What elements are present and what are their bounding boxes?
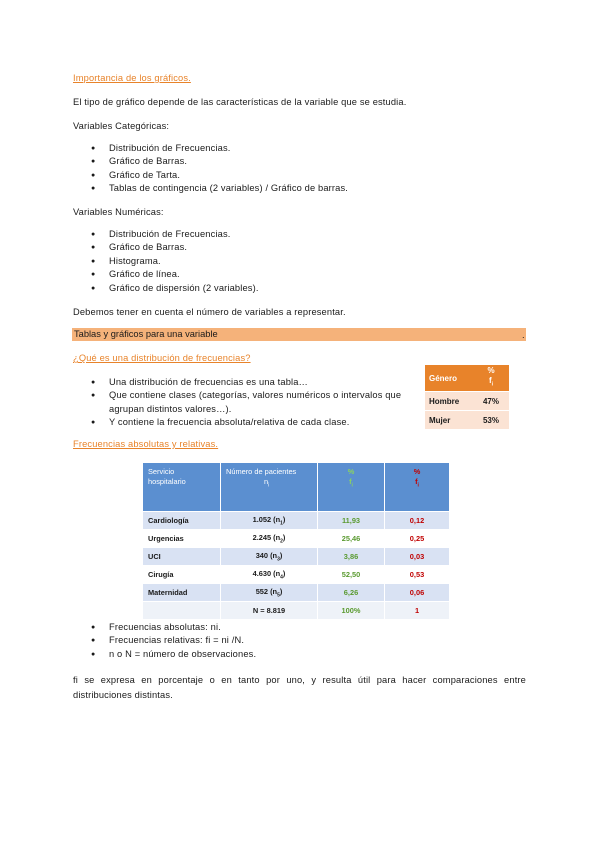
intro-text: El tipo de gráfico depende de las características de la variable que se estudia. bbox=[73, 97, 407, 107]
f-header: % $f_i$ bbox=[385, 463, 450, 512]
list-item: ● Que contiene clases (categorías, valores numéricos o intervalos que bbox=[91, 389, 401, 402]
list-item: ● Distribución de Frecuencias. bbox=[91, 142, 348, 155]
closing-paragraph: fi se expresa en porcentaje o en tanto por uno, y resulta útil para hacer comparaciones entre distribuciones distintas. bbox=[73, 675, 526, 700]
categorical-title: Variables Categóricas: bbox=[73, 121, 170, 131]
service-header: Servicio hospitalario bbox=[143, 463, 221, 512]
table-row: Maternidad 552 $(n_5)$ 6,26 0,06 bbox=[143, 584, 450, 602]
table-row: Hombre 47% bbox=[425, 392, 509, 411]
frequency-list bbox=[91, 621, 256, 661]
table-row: Mujer 53% bbox=[425, 411, 509, 430]
list-item: ● Gráfico de Barras. bbox=[91, 155, 348, 168]
total-row: N = 8.819 100% 1 bbox=[143, 602, 450, 620]
distribution-list bbox=[91, 376, 401, 430]
list-item: ● Frecuencias relativas: fi = ni /N. bbox=[91, 634, 256, 647]
heading-frequencies: Frecuencias absolutas y relativas. bbox=[73, 439, 219, 449]
list-item: ● Una distribución de frecuencias es una tabla… bbox=[91, 376, 401, 389]
list-item: ● Gráfico de dispersión (2 variables). bbox=[91, 282, 259, 295]
heading-distribution: ¿Qué es una distribución de frecuencias? bbox=[73, 353, 251, 363]
table-row: UCI 340 $(n_3)$ 3,86 0,03 bbox=[143, 548, 450, 566]
variables-note: Debemos tener en cuenta el número de variables a representar. bbox=[73, 307, 346, 317]
list-item: ● Y contiene la frecuencia absoluta/relativa de cada clase. bbox=[91, 416, 401, 429]
section-band: Tablas y gráficos para una variable bbox=[72, 328, 526, 341]
service-table bbox=[143, 463, 450, 619]
numeric-list bbox=[91, 228, 259, 295]
list-item: ● n o N = número de observaciones. bbox=[91, 648, 256, 661]
percent-header: % $f_i$ bbox=[473, 365, 509, 392]
list-item: ● Distribución de Frecuencias. bbox=[91, 228, 259, 241]
table-row: Cardiología 1.052 $(n_1)$ 11,93 0,12 bbox=[143, 512, 450, 530]
categorical-list bbox=[91, 142, 348, 196]
table-row: Urgencias 2.245 $(n_2)$ 25,46 0,25 bbox=[143, 530, 450, 548]
numeric-title: Variables Numéricas: bbox=[73, 207, 164, 217]
list-item: ● Tablas de contingencia (2 variables) / Gráfico de barras. bbox=[91, 182, 348, 195]
gender-table bbox=[425, 365, 509, 429]
list-item: ● Gráfico de línea. bbox=[91, 268, 259, 281]
list-item: ● Frecuencias absolutas: ni. bbox=[91, 621, 256, 634]
patients-header: Número de pacientes $n_i$ bbox=[221, 463, 318, 512]
pct-header: % $f_i$ bbox=[318, 463, 385, 512]
list-item: ● Gráfico de Barras. bbox=[91, 241, 259, 254]
list-item: agrupan distintos valores…). bbox=[109, 403, 232, 414]
list-item: ● Gráfico de Tarta. bbox=[91, 169, 348, 182]
heading-importance: Importancia de los gráficos. bbox=[73, 73, 191, 83]
gender-header: Género bbox=[425, 365, 473, 392]
list-item: ● Histograma. bbox=[91, 255, 259, 268]
band-dot: . bbox=[522, 330, 525, 340]
table-row: Cirugía 4.630 $(n_4)$ 52,50 0,53 bbox=[143, 566, 450, 584]
